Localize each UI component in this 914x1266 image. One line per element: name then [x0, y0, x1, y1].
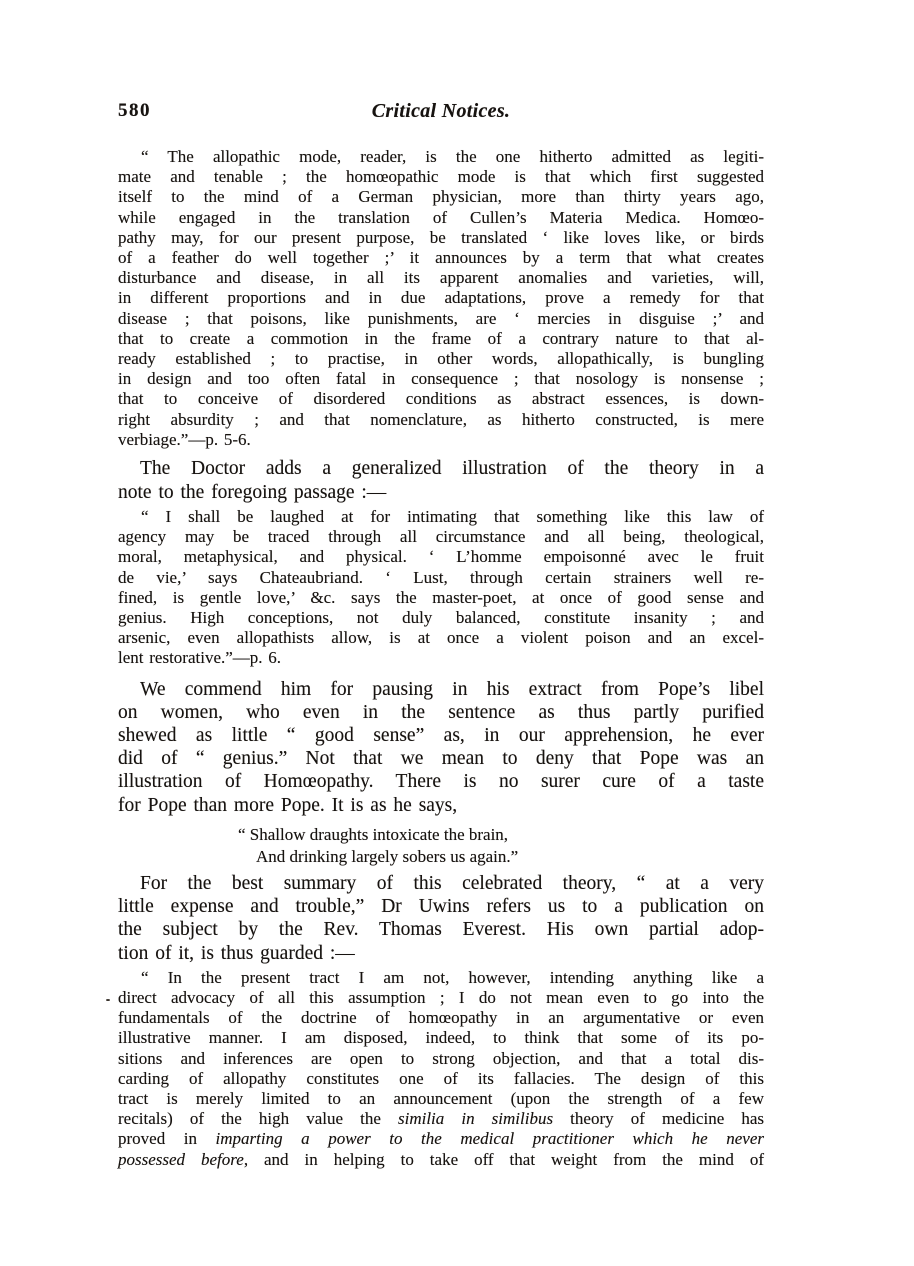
text-line: recitals) of the high value the similia in similibus theory of medicine has — [118, 1109, 764, 1129]
text-line: the subject by the Rev. Thomas Everest. His own partial adop- — [118, 919, 764, 941]
running-head — [118, 100, 764, 121]
text-line: fined, is gentle love,’ &c. says the master-poet, at once of good sense and — [118, 587, 764, 607]
text-line: tion of it, is thus guarded :— — [118, 942, 355, 964]
verse-couplet-pope — [118, 824, 764, 868]
text-line: did of “ genius.” Not that we mean to deny that Pope was an — [118, 748, 764, 770]
paragraph-we-commend — [118, 678, 764, 817]
text-line: carding of allopathy constitutes one of its fallacies. The design of this — [118, 1068, 764, 1088]
text-line: illustration of Homœopathy. There is no surer cure of a taste — [118, 771, 764, 793]
text-line: “ I shall be laughed at for intimating that something like this law of — [141, 507, 764, 527]
text-line: “ In the present tract I am not, however, intending anything like a — [141, 967, 764, 987]
text-line: shewed as little “ good sense” as, in our apprehension, he ever — [118, 725, 764, 747]
paragraph-doctor-adds — [118, 457, 764, 505]
text-line: fundamentals of the doctrine of homœopathy in an argumentative or even — [118, 1008, 764, 1028]
text-line: little expense and trouble,” Dr Uwins refers us to a publication on — [118, 896, 764, 918]
text-line: right absurdity ; and that nomenclature, as hitherto constructed, is mere — [118, 409, 764, 429]
text-line: for Pope than more Pope. It is as he says, — [118, 794, 458, 816]
text-line: pathy may, for our present purpose, be translated ‘ like loves like, or birds — [118, 227, 764, 247]
paragraph-best-summary — [118, 872, 764, 965]
blockquote-laughed-at — [118, 507, 764, 669]
blockquote-allopathic-mode — [118, 147, 764, 450]
text-line: genius. High conceptions, not duly balanced, constitute insanity ; and — [118, 608, 764, 628]
text-line: ready established ; to practise, in other words, allopathically, is bungling — [118, 349, 764, 369]
text-line: “ The allopathic mode, reader, is the one hitherto admitted as legiti- — [141, 147, 764, 166]
text-line: note to the foregoing passage :— — [118, 482, 387, 504]
verse-line: And drinking largely sobers us again.” — [256, 846, 519, 866]
text-line: tract is merely limited to an announcement (upon the strength of a few — [118, 1088, 764, 1108]
text-line: illustrative manner. I am disposed, indeed, to think that some of its po- — [118, 1028, 764, 1048]
text-line: possessed before, and in helping to take off that weight from the mind of — [118, 1149, 764, 1169]
text-line: moral, metaphysical, and physical. ‘ L’homme empoisonné avec le fruit — [118, 547, 764, 567]
text-line: direct advocacy of all this assumption ; I do not mean even to go into the — [118, 987, 764, 1007]
text-line: proved in imparting a power to the medical practitioner which he never — [118, 1129, 764, 1149]
text-line: agency may be traced through all circumstance and all being, theological, — [118, 527, 764, 547]
text-line: sitions and inferences are open to strong objection, and that a total dis- — [118, 1048, 764, 1068]
page-number: 580 — [118, 100, 151, 121]
text-line: on women, who even in the sentence as thus partly purified — [118, 701, 764, 723]
text-line: disturbance and disease, in all its apparent anomalies and varieties, will, — [118, 268, 764, 288]
text-line: We commend him for pausing in his extract from Pope’s libel — [140, 678, 764, 700]
text-line: in design and too often fatal in consequence ; that nosology is nonsense ; — [118, 369, 764, 389]
text-line: that to conceive of disordered conditions as abstract essences, is down- — [118, 389, 764, 409]
page-content — [118, 100, 764, 1170]
verse-line: “ Shallow draughts intoxicate the brain, — [238, 824, 509, 844]
text-line-citation: lent restorative.”—p. 6. — [118, 648, 282, 668]
text-line-citation: verbiage.”—p. 5-6. — [118, 429, 251, 449]
scan-ink-speck — [106, 999, 110, 1001]
text-line: of a feather do well together ;’ it announces by a term that what creates — [118, 248, 764, 268]
text-line: in different proportions and in due adaptations, prove a remedy for that — [118, 288, 764, 308]
text-line: mate and tenable ; the homœopathic mode is that which first suggested — [118, 167, 764, 187]
text-line: while engaged in the translation of Cullen’s Materia Medica. Homœo- — [118, 207, 764, 227]
text-line: The Doctor adds a generalized illustration of the theory in a — [140, 458, 764, 480]
text-line: de vie,’ says Chateaubriand. ‘ Lust, through certain strainers well re- — [118, 567, 764, 587]
text-line: disease ; that poisons, like punishments, are ‘ mercies in disguise ;’ and — [118, 308, 764, 328]
text-line: itself to the mind of a German physician, more than thirty years ago, — [118, 187, 764, 207]
text-line: arsenic, even allopathists allow, is at once a violent poison and an excel- — [118, 628, 764, 648]
running-title: Critical Notices. — [371, 100, 511, 122]
text-line: that to create a commotion in the frame of a contrary nature to that al- — [118, 328, 764, 348]
text-line: For the best summary of this celebrated theory, “ at a very — [140, 872, 764, 894]
blockquote-present-tract — [118, 968, 764, 1170]
